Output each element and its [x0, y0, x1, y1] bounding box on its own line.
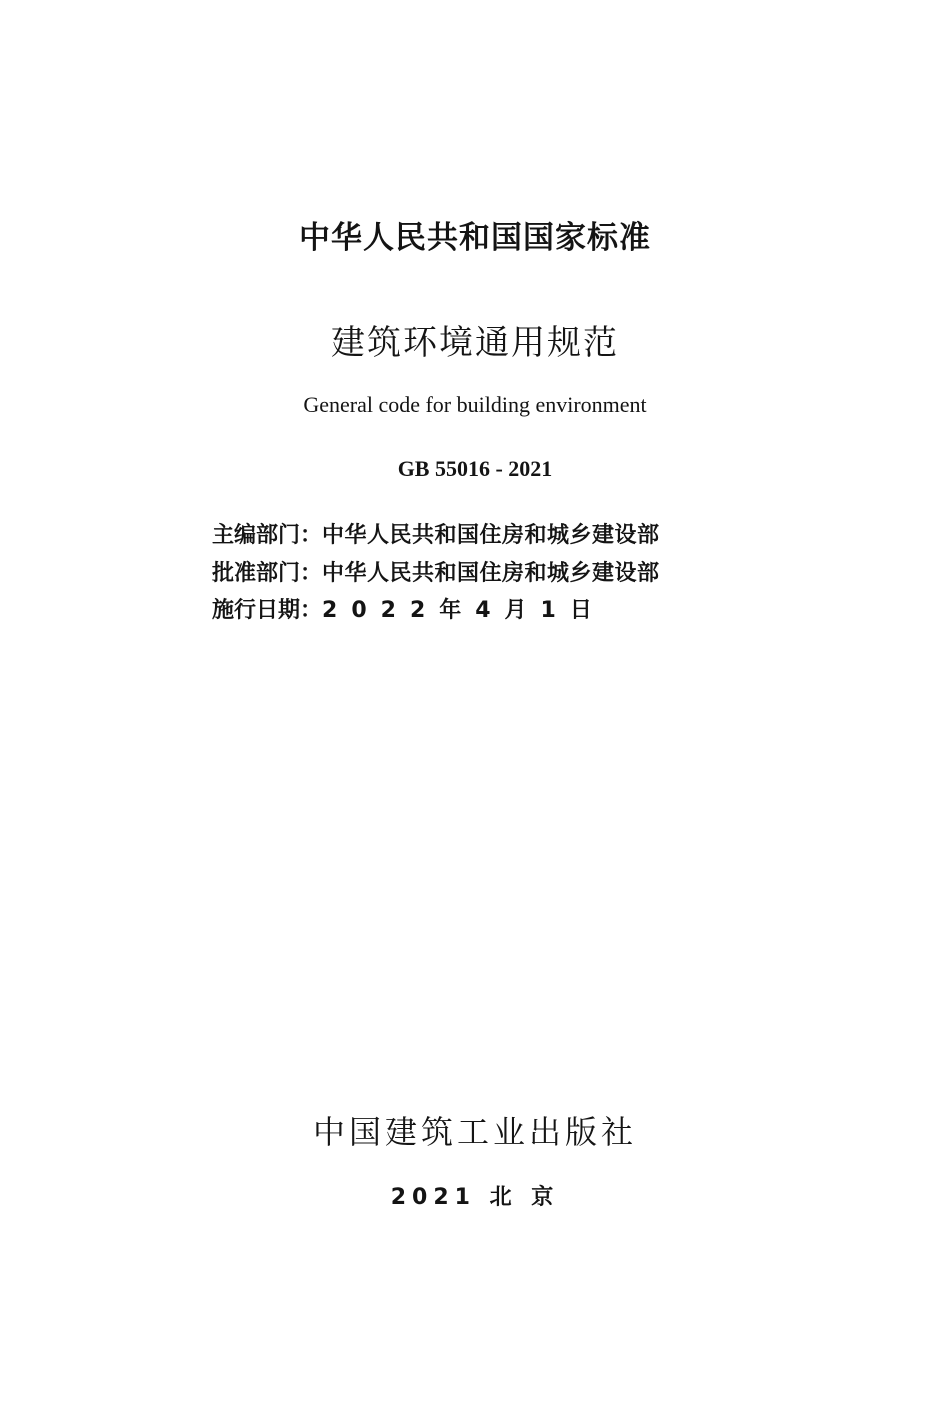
chief-editor-row: [212, 522, 660, 550]
national-standard-heading: 中华人民共和国国家标准: [299, 220, 651, 256]
publication-year-city: 2021 北 京: [390, 1185, 560, 1210]
effective-date-row: [212, 597, 606, 625]
chief-editor-value: 中华人民共和国住房和城乡建设部: [322, 523, 660, 548]
chinese-title: 建筑环境通用规范: [331, 323, 619, 363]
approval-row: [212, 560, 660, 588]
publisher-name: 中国建筑工业出版社: [312, 1113, 637, 1151]
approval-value: 中华人民共和国住房和城乡建设部: [322, 561, 660, 586]
english-title: General code for building environment: [303, 392, 647, 417]
effective-date-label: 施行日期：: [212, 598, 323, 623]
effective-date-value: 2022年4月1日: [322, 598, 606, 623]
chief-editor-label: 主编部门：: [212, 523, 323, 548]
approval-label: 批准部门：: [212, 561, 323, 586]
standard-number: GB 55016 - 2021: [397, 456, 553, 481]
